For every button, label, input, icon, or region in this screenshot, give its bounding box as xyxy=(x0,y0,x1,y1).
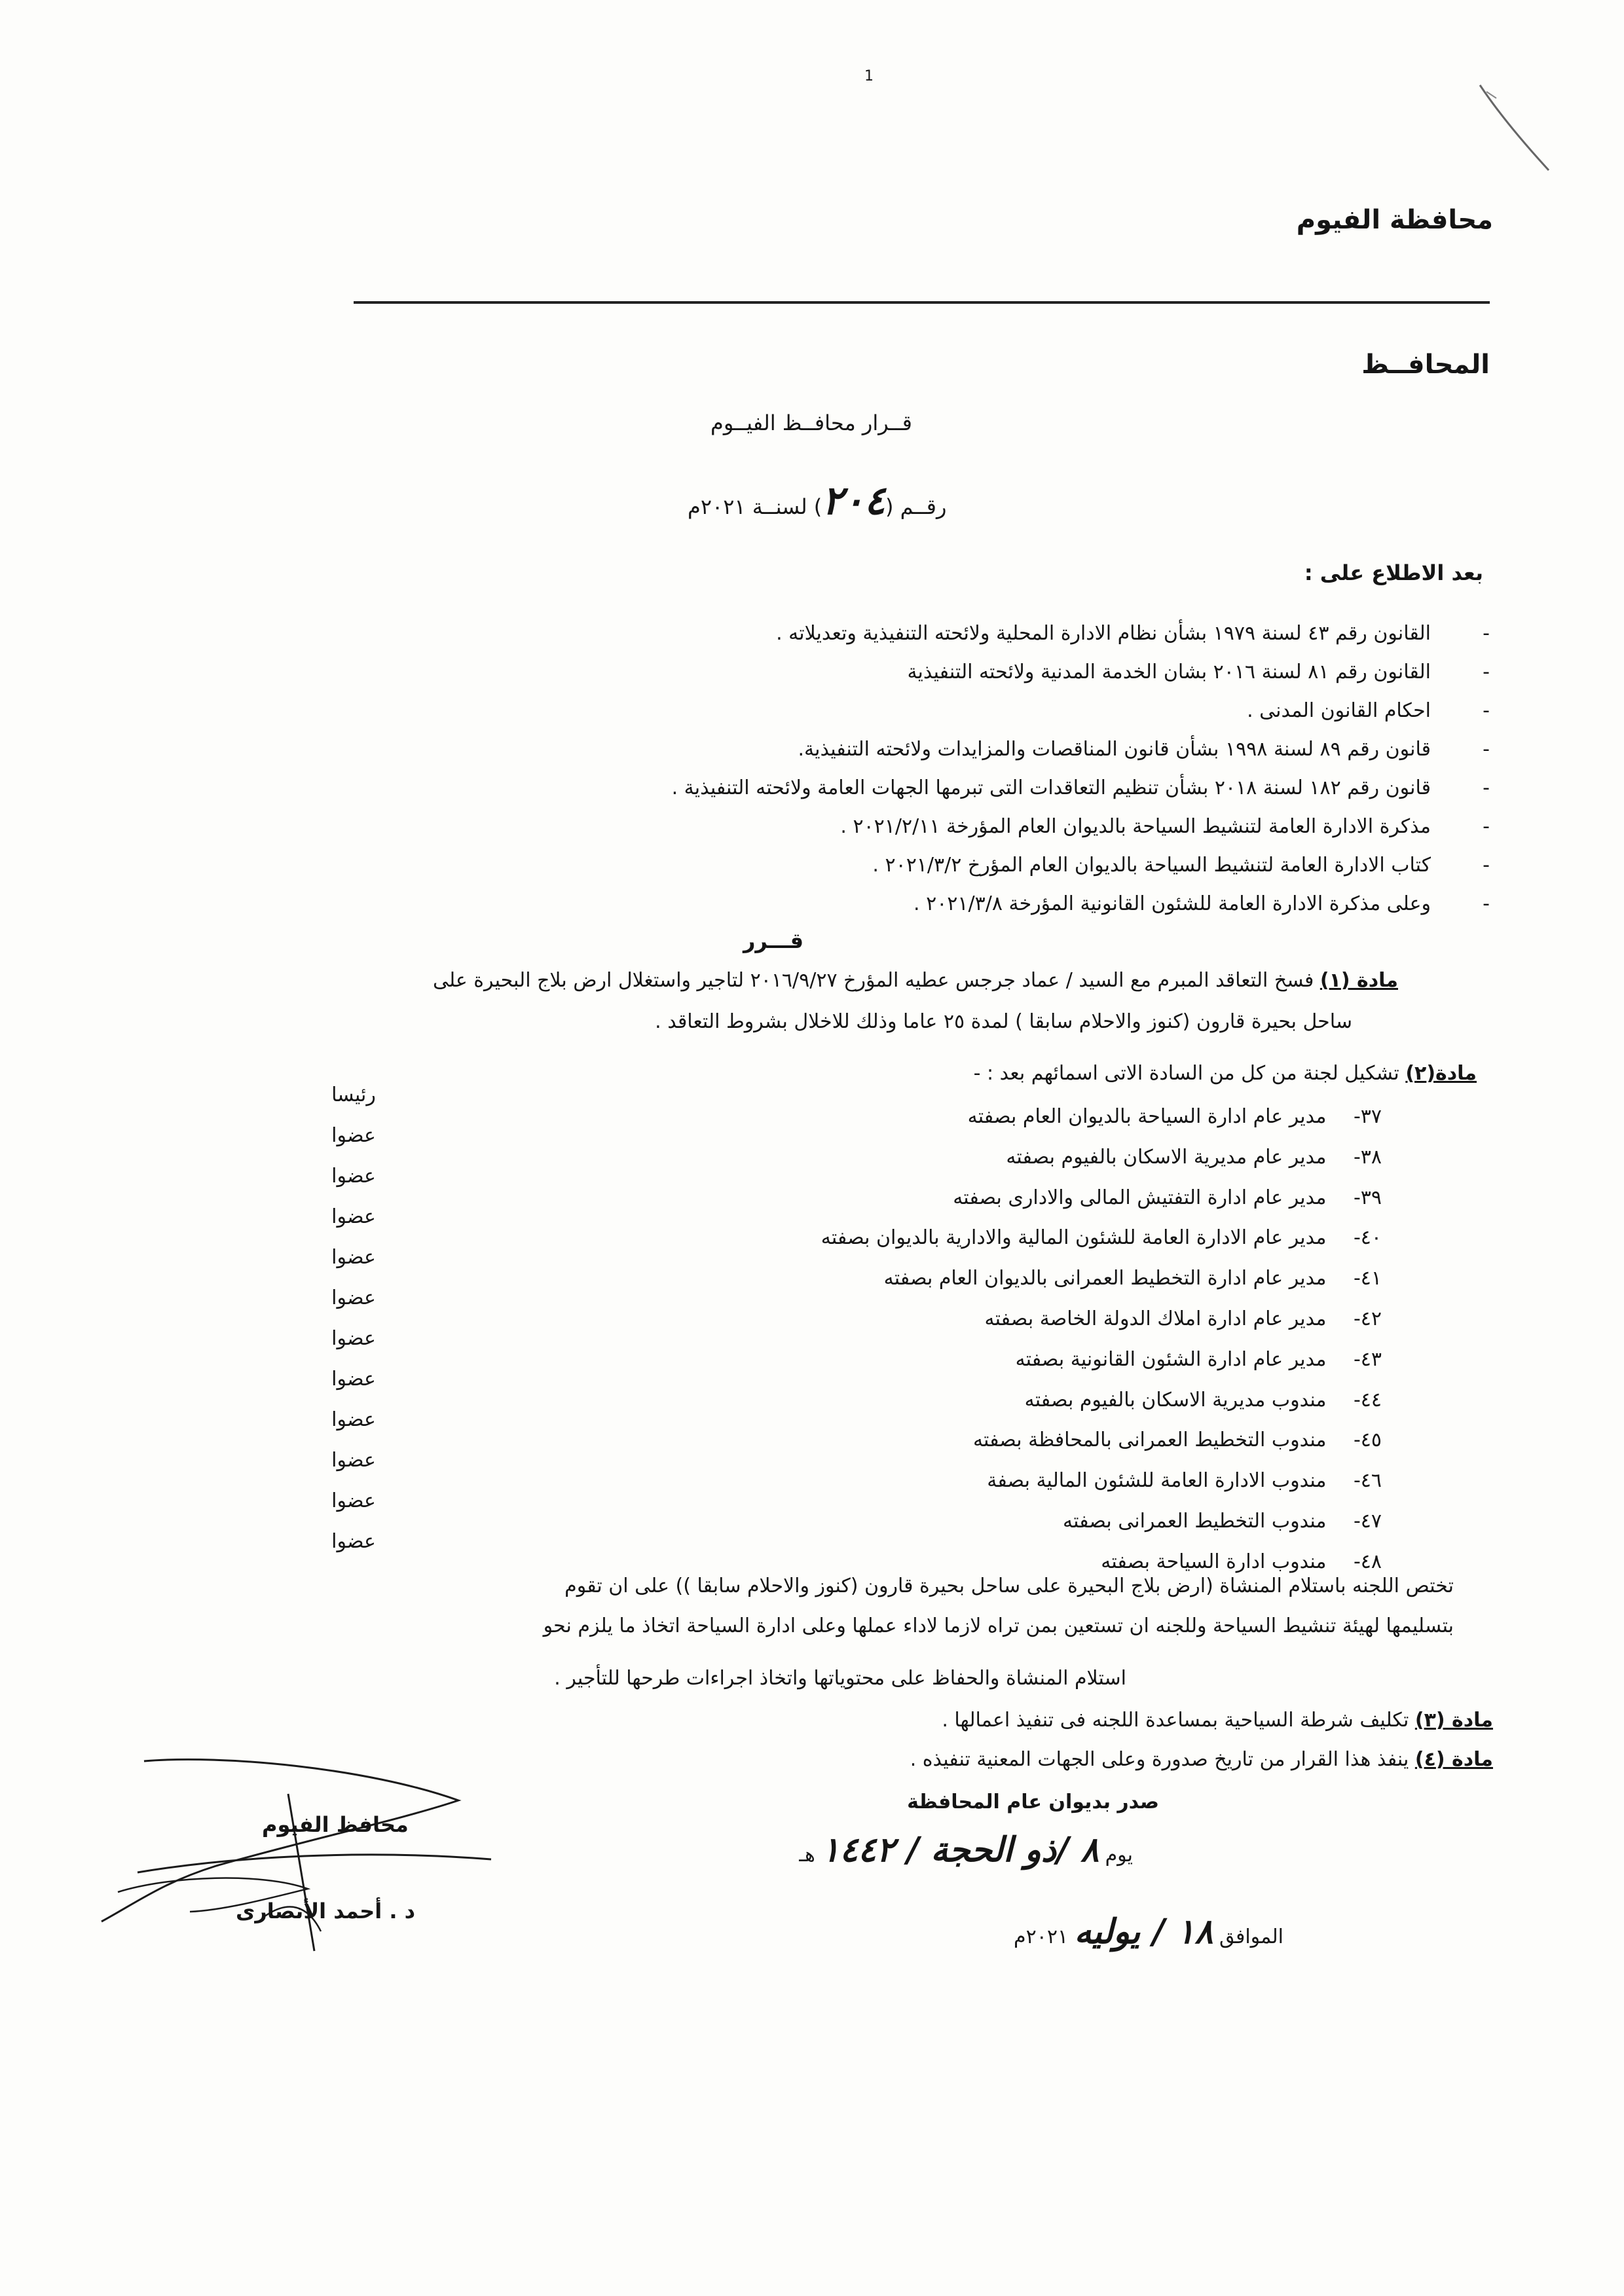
decision-title: قــرار محافــظ الفيــوم xyxy=(710,410,912,435)
consideration-item: -قانون رقم ١٨٢ لسنة ٢٠١٨ بشأن تنظيم التعاقدات التى تبرمها الجهات العامة ولائحته التنفيذية . xyxy=(671,776,1490,799)
committee-role: عضوا xyxy=(331,1408,376,1431)
article-4-label: مادة (٤) xyxy=(1414,1748,1493,1771)
intro-line: بعد الاطلاع على : xyxy=(1304,560,1483,585)
consideration-item: -قانون رقم ٨٩ لسنة ١٩٩٨ بشأن قانون المناقصات والمزايدات ولائحته التنفيذية. xyxy=(798,738,1490,761)
committee-duties-line-3: استلام المنشاة والحفاظ على محتوياتها واتخاذ اجراءات طرحها للتأجير . xyxy=(554,1667,1126,1690)
decision-number-suffix: ) لسنــة ٢٠٢١م xyxy=(688,494,822,519)
issued-at: صدر بديوان عام المحافظة xyxy=(907,1791,1159,1813)
committee-member: ٤٣- مدير عام ادارة الشئون القانونية بصفته xyxy=(1015,1347,1382,1371)
article-2-line: مادة(٢) تشكيل لجنة من كل من السادة الاتى اسمائهم بعد : - xyxy=(973,1062,1477,1085)
decision-number-line xyxy=(688,478,946,524)
hijri-date: يوم ٨ /ذو الحجة / ١٤٤٢ هـ xyxy=(799,1830,1133,1870)
committee-role: عضوا xyxy=(331,1286,376,1309)
list-bullet: - xyxy=(1483,892,1490,915)
decision-number-prefix: رقــم ( xyxy=(885,494,947,519)
article-2-label: مادة(٢) xyxy=(1405,1062,1477,1085)
committee-role: عضوا xyxy=(331,1530,376,1553)
committee-role: عضوا xyxy=(331,1489,376,1512)
list-bullet: - xyxy=(1483,738,1490,761)
committee-duties-line-1: تختص اللجنه باستلام المنشاة (ارض بلاج البحيرة على ساحل بحيرة قارون (كنوز والاحلام سابقا )) على ان تقوم xyxy=(564,1575,1454,1597)
committee-roles-list xyxy=(301,1084,406,1571)
article-4-line: مادة (٤) ينفذ هذا القرار من تاريخ صدورة وعلى الجهات المعنية تنفيذه . xyxy=(910,1748,1493,1771)
header-divider xyxy=(354,301,1490,304)
committee-member: ٤٦- مندوب الادارة العامة للشئون المالية بصفة xyxy=(987,1469,1382,1493)
committee-member: ٤٠- مدير عام الادارة العامة للشئون المالية والادارية بالديوان بصفته xyxy=(821,1226,1382,1250)
committee-member: ٣٧- مدير عام ادارة السياحة بالديوان العام بصفته xyxy=(967,1105,1382,1128)
consideration-item: -احكام القانون المدنى . xyxy=(1247,699,1490,722)
decree-heading: قـــرر xyxy=(743,928,804,953)
consideration-item: -مذكرة الادارة العامة لتنشيط السياحة بالديوان العام المؤرخة ٢٠٢١/٢/١١ . xyxy=(840,815,1490,838)
committee-role: عضوا xyxy=(331,1246,376,1269)
committee-role: عضوا xyxy=(331,1327,376,1350)
consideration-item: -وعلى مذكرة الادارة العامة للشئون القانونية المؤرخة ٢٠٢١/٣/٨ . xyxy=(913,892,1490,915)
considerations-list xyxy=(246,622,1490,931)
committee-member: ٤١- مدير عام ادارة التخطيط العمرانى بالديوان العام بصفته xyxy=(883,1267,1382,1290)
committee-duties-line-2: بتسليمها لهيئة تنشيط السياحة وللجنه ان تستعين بمن تراه لازما لاداء عملها وعلى ادارة السياحة اتخاذ ما يلزم نحو xyxy=(543,1614,1454,1637)
article-1-line-2: ساحل بحيرة قارون (كنوز والاحلام سابقا ) لمدة ٢٥ عاما وذلك للاخلال بشروط التعاقد . xyxy=(655,1010,1352,1033)
list-bullet: - xyxy=(1483,661,1490,683)
article-3-line: مادة (٣) تكليف شرطة السياحية بمساعدة اللجنه فى تنفيذ اعمالها . xyxy=(942,1709,1493,1732)
committee-role: عضوا xyxy=(331,1124,376,1147)
committee-members-list xyxy=(530,1105,1382,1591)
governorate-name: محافظة الفيوم xyxy=(1296,205,1493,235)
scan-mark-decoration xyxy=(1467,79,1559,177)
committee-member: ٤٧- مندوب التخطيط العمرانى بصفته xyxy=(1063,1509,1382,1533)
committee-member: ٣٨- مدير عام مديرية الاسكان بالفيوم بصفته xyxy=(1006,1145,1382,1169)
committee-role: عضوا xyxy=(331,1205,376,1228)
page-number: 1 xyxy=(864,68,874,84)
committee-role: عضوا xyxy=(331,1449,376,1472)
gregorian-date-handwritten: ١٨ / يوليه xyxy=(1074,1912,1213,1952)
list-bullet: - xyxy=(1483,776,1490,799)
committee-member: ٤٢- مدير عام ادارة املاك الدولة الخاصة بصفته xyxy=(984,1307,1382,1330)
list-bullet: - xyxy=(1483,699,1490,722)
article-1-label: مادة (١) xyxy=(1320,969,1398,992)
signatory-title: محافظ الفيوم xyxy=(262,1812,409,1837)
committee-member: ٤٥- مندوب التخطيط العمرانى بالمحافظة بصفته xyxy=(972,1429,1382,1452)
consideration-item: -القانون رقم ٨١ لسنة ٢٠١٦ بشان الخدمة المدنية ولائحته التنفيذية xyxy=(907,661,1490,683)
consideration-item: -القانون رقم ٤٣ لسنة ١٩٧٩ بشأن نظام الادارة المحلية ولائحته التنفيذية وتعديلاته . xyxy=(776,622,1490,645)
consideration-item: -كتاب الادارة العامة لتنشيط السياحة بالديوان العام المؤرخ ٢٠٢١/٣/٢ . xyxy=(872,854,1490,877)
committee-role: عضوا xyxy=(331,1368,376,1391)
governor-heading: المحافــظ xyxy=(1361,350,1490,380)
handwritten-signature xyxy=(92,1741,511,1964)
committee-role: عضوا xyxy=(331,1165,376,1188)
article-1-line-1: مادة (١) فسخ التعاقد المبرم مع السيد / عماد جرجس عطيه المؤرخ ٢٠١٦/٩/٢٧ لتاجير واستغلال ارض بلاج البحيرة على xyxy=(432,969,1398,992)
signatory-name: د . أحمد الأنصارى xyxy=(236,1899,416,1923)
committee-member: ٤٨- مندوب ادارة السياحة بصفته xyxy=(1101,1550,1382,1573)
hijri-date-handwritten: ٨ /ذو الحجة / ١٤٤٢ xyxy=(821,1830,1099,1870)
decision-number-handwritten: ٢٠٤ xyxy=(822,478,885,524)
gregorian-date: الموافق ١٨ / يوليه ٢٠٢١م xyxy=(1014,1912,1283,1952)
committee-member: ٣٩- مدير عام ادارة التفتيش المالى والادارى بصفته xyxy=(953,1186,1382,1209)
list-bullet: - xyxy=(1483,622,1490,645)
article-3-label: مادة (٣) xyxy=(1414,1709,1493,1732)
list-bullet: - xyxy=(1483,815,1490,838)
committee-member: ٤٤- مندوب مديرية الاسكان بالفيوم بصفته xyxy=(1024,1388,1382,1412)
list-bullet: - xyxy=(1483,854,1490,877)
committee-role: رئيسا xyxy=(331,1084,376,1106)
